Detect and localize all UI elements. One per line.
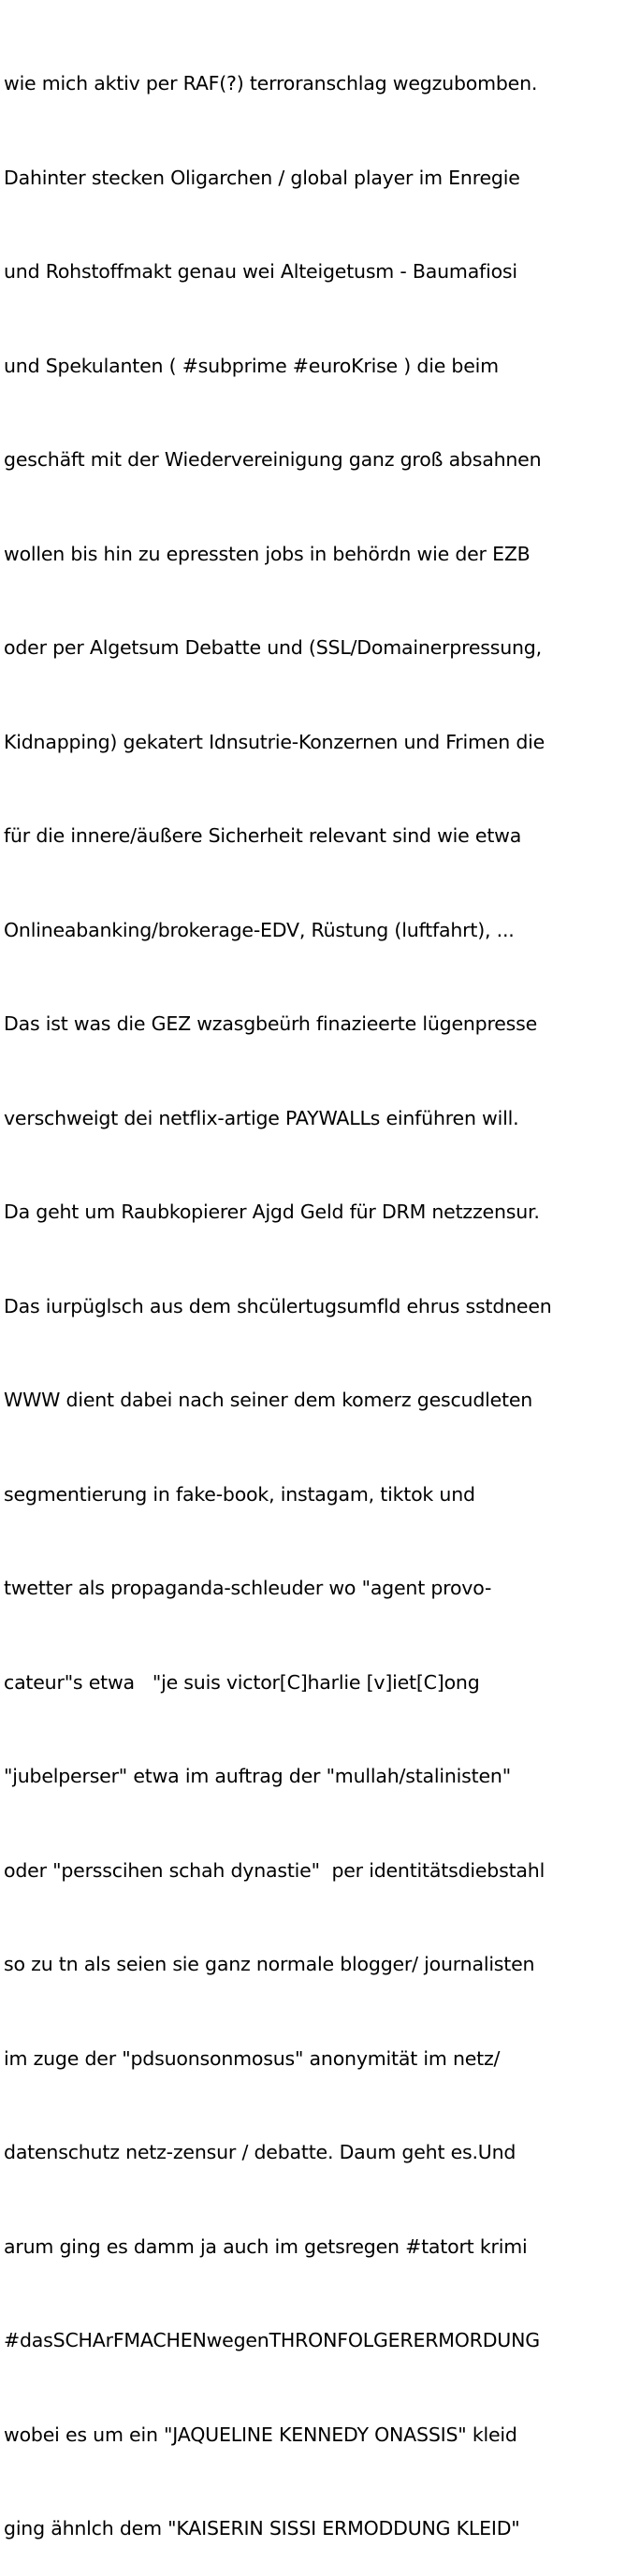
text-line: datenschutz netz-zensur / debatte. Daum geht es.Und: [4, 2141, 516, 2163]
text-line: Da geht um Raubkopierer Ajgd Geld für DRM netzzensur.: [4, 1201, 540, 1223]
text-line: Kidnapping) gekatert Idnsutrie-Konzernen und Frimen die: [4, 730, 545, 753]
text-line: WWW dient dabei nach seiner dem komerz gescudleten: [4, 1389, 533, 1411]
text-line: so zu tn als seien sie ganz normale blogger/ journalisten: [4, 1953, 535, 1975]
text-line: "jubelperser" etwa im auftrag der "mullah/stalinisten": [4, 1765, 511, 1787]
text-line: Dahinter stecken Oligarchen / global player im Enregie: [4, 166, 520, 189]
text-line: segmentierung in fake-book, instagam, tiktok und: [4, 1482, 475, 1506]
text-line: im zuge der "pdsuonsonmosus" anonymität im netz/: [4, 2046, 501, 2070]
text-line: ging ähnlch dem "KAISERIN SISSI ERMODDUNG KLEID": [4, 2517, 520, 2540]
text-line: wobei es um ein "JAQUELINE KENNEDY ONASSIS" kleid: [4, 2423, 517, 2446]
text-line: und Rohstoffmakt genau wei Alteigetusm - Baumafiosi: [4, 260, 517, 283]
text-line: twetter als propaganda-schleuder wo "agent provo-: [4, 1577, 492, 1599]
text-line: arum ging es damm ja auch im getsregen #tatort krimi: [4, 2234, 528, 2258]
text-line: cateur"s etwa "je suis victor[C]harlie [v]iet[C]ong: [4, 1670, 480, 1694]
text-line: für die innere/äußere Sicherheit relevant sind wie etwa: [4, 824, 522, 847]
text-line: Das ist was die GEZ wzasgbeürh finazieerte lügenpresse: [4, 1012, 538, 1035]
text-line: und Spekulanten ( #subprime #euroKrise ) die beim: [4, 354, 499, 377]
text-line: geschäft mit der Wiedervereinigung ganz groß absahnen: [4, 448, 542, 471]
text-line: wie mich aktiv per RAF(?) terroranschlag wegzubomben.: [4, 72, 538, 95]
text-line: #dasSCHArFMACHENwegenTHRONFOLGERERMORDUNG: [4, 2329, 540, 2351]
text-line: wollen bis hin zu epressten jobs in behördn wie der EZB: [4, 542, 531, 565]
text-line: verschweigt dei netflix-artige PAYWALLs einführen will.: [4, 1106, 519, 1129]
text-line: oder "persscihen schah dynastie" per identitätsdiebstahl: [4, 1858, 545, 1882]
text-line: Das iurpüglsch aus dem shcülertugsumfld ehrus sstdneen: [4, 1294, 552, 1317]
text-line: oder per Algetsum Debatte und (SSL/Domainerpressung,: [4, 636, 542, 659]
text-line: Onlineabanking/brokerage-EDV, Rüstung (luftfahrt), ...: [4, 918, 515, 941]
